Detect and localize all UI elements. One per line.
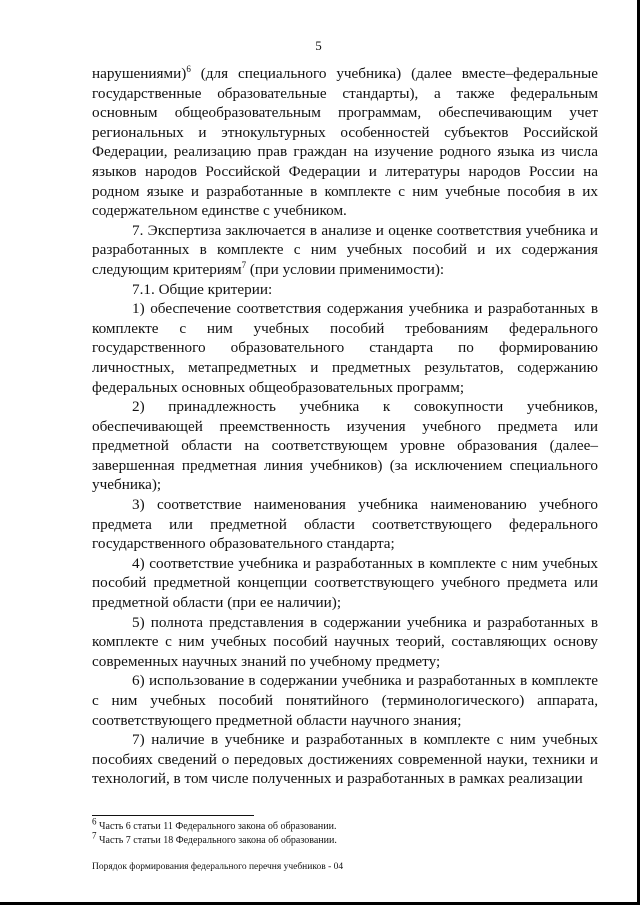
footnote-ref-7[interactable]: 7 bbox=[241, 259, 247, 270]
footnote-7: $^7$ Часть 7 статьи 18 Федерального закона об образовании. bbox=[92, 830, 337, 846]
footnote-divider bbox=[92, 815, 254, 816]
criterion-7: 7) наличие в учебнике и разработанных в комплекте с ним учебных пособиях сведений о передовых достижениях современной науки, техники и технологий, в том числе полученных и разработанных в рамках реализации bbox=[92, 731, 598, 788]
criterion-4: 4) соответствие учебника и разработанных в комплекте с ним учебных пособий предметной концепции соответствующего учебного предмета или предметной области (при ее наличии); bbox=[92, 554, 598, 612]
criterion-2: 2) принадлежность учебника к совокупности учебников, обеспечивающей преемственность изучения учебного предмета или предметной области на соответствующем уровне образования (далее–завершенная предметная линия учебников) (за исключением специального учебника); bbox=[92, 398, 598, 494]
paragraph-continuation: нарушениями)$^6$ (для специального учебника) (далее вместе–федеральные государственные образовательные стандарты), а также федеральным основным общеобразовательным программам, обеспечивающим учет региональных и этнокультурных особенностей субъектов Российской Федерации, реализацию прав граждан на изучение родного языка из числа языков народов Российской Федерации и литературы народов России на родном языке и разработанные в комплекте с ним учебные пособия в их содержательном единстве с учебником. bbox=[92, 63, 598, 220]
footnote-ref-6[interactable]: 6 bbox=[186, 63, 191, 74]
criterion-1: 1) обеспечение соответствия содержания учебника и разработанных в комплекте с ним учебных пособий требованиям федерального государственного образовательного стандарта по формированию личностных, метапредметных и предметных результатов, содержанию федеральных основных общеобразовательных программ; bbox=[92, 300, 598, 396]
paragraph-7: 7. Экспертиза заключается в анализе и оценке соответствия учебника и разработанных в комплекте с ним учебных пособий и их содержания следующим критериям$^7$ (при условии применимости): bbox=[92, 221, 598, 278]
criterion-6: 6) использование в содержании учебника и разработанных в комплекте с ним учебных пособий понятийного (терминологического) аппарата, соответствующего предметной области научного знания; bbox=[92, 672, 598, 729]
page-number: 5 bbox=[315, 38, 322, 53]
criterion-5: 5) полнота представления в содержании учебника и разработанных в комплекте с ним учебных пособий научных теорий, составляющих основу современных научных знаний по учебному предмету; bbox=[92, 613, 598, 670]
page-footer: Порядок формирования федерального перечня учебников - 04 bbox=[92, 862, 344, 872]
criterion-3: 3) соответствие наименования учебника наименованию учебного предмета или предметной области соответствующего федерального государственного образовательного стандарта; bbox=[92, 496, 598, 553]
footnote-6: $^6$ Часть 6 статьи 11 Федерального закона об образовании. bbox=[92, 816, 337, 832]
footnotes bbox=[92, 816, 592, 848]
body-text bbox=[92, 64, 598, 789]
section-heading-7-1: 7.1. Общие критерии: bbox=[132, 280, 273, 298]
